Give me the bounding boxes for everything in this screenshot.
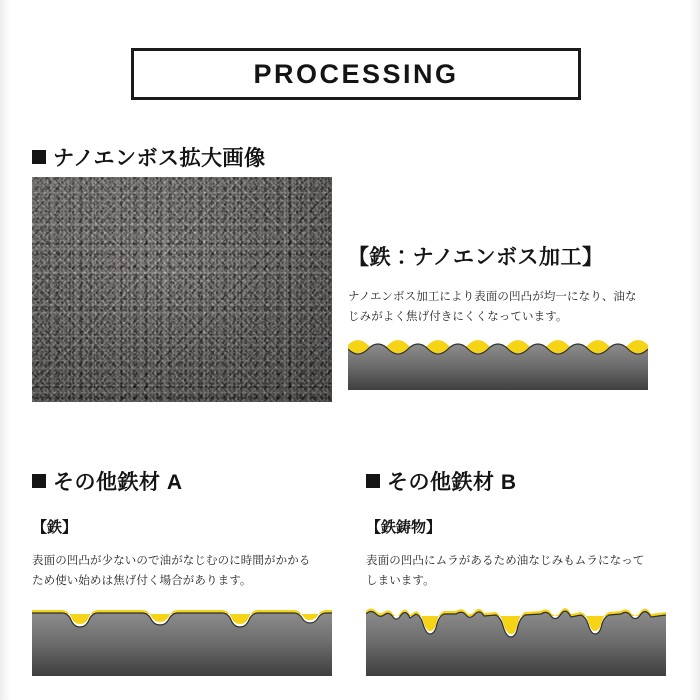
nano-panel-title: 【鉄：ナノエンボス加工】 <box>348 246 604 269</box>
section-heading-other-a-label: その他鉄材 A <box>53 471 183 494</box>
photo-vignette-layer <box>32 177 332 402</box>
nano-panel-body: ナノエンボス加工により表面の凹凸が均一になり、油なじみがよく焦げ付きにくくなっています。 <box>348 291 637 324</box>
nano-emboss-macro-photo <box>32 177 332 402</box>
square-bullet-icon <box>32 150 46 164</box>
cross-section-diagram-other-a <box>32 598 332 676</box>
cross-section-diagram-other-b <box>366 598 666 676</box>
square-bullet-icon <box>366 474 380 488</box>
cross-section-diagram-nano <box>348 335 648 390</box>
page-title-banner <box>131 48 581 100</box>
section-heading-other-b <box>366 466 517 496</box>
page-title: PROCESSING <box>253 58 459 89</box>
page-edge-shade-left <box>0 0 10 700</box>
other-a-panel-title: 【鉄】 <box>32 519 78 536</box>
square-bullet-icon <box>32 474 46 488</box>
page-edge-shade-right <box>690 0 700 700</box>
other-a-panel-body: 表面の凹凸が少ないので油がなじむのに時間がかかるため使い始めは焦げ付く場合があります。 <box>32 555 311 588</box>
other-b-panel-body: 表面の凹凸にムラがあるため油なじみもムラになってしまいます。 <box>366 555 645 588</box>
other-b-panel-title: 【鉄鋳物】 <box>366 519 442 536</box>
section-heading-nano-label: ナノエンボス拡大画像 <box>53 147 266 170</box>
section-heading-other-a <box>32 466 183 496</box>
section-heading-other-b-label: その他鉄材 B <box>387 471 517 494</box>
section-heading-nano <box>32 142 265 172</box>
